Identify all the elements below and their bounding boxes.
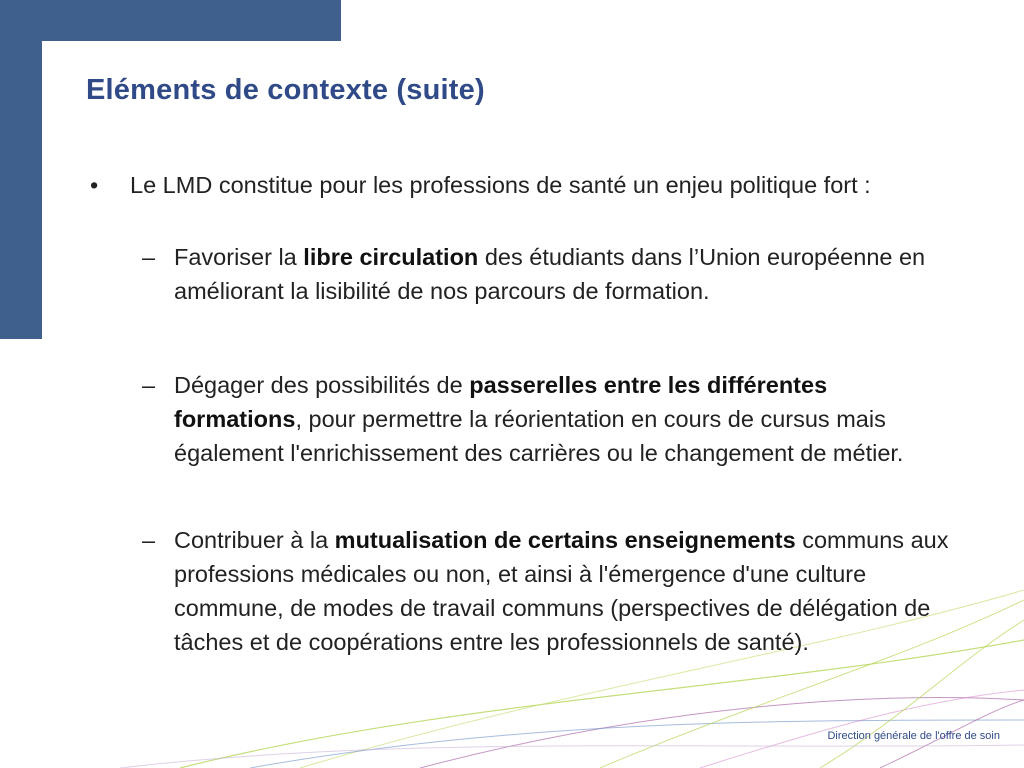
sub-item-text: Favoriser la — [174, 244, 304, 270]
bullet-text: Le LMD constitue pour les professions de santé un enjeu politique fort : — [130, 172, 871, 198]
dash-marker: – — [142, 372, 156, 398]
wave-line — [700, 690, 1024, 768]
bullet-marker: • — [90, 172, 99, 198]
sub-item-bridges — [174, 368, 954, 470]
sub-item-pooling — [174, 523, 954, 659]
sub-item-free-movement — [174, 240, 954, 308]
dash-marker: – — [142, 244, 156, 270]
sub-item-text: communs aux professions médicales ou non, et ainsi à l'émergence d'une culture commune, de modes de travail communs (perspectives de délégation de tâches et de coopérations entre les professionnels de santé). — [174, 527, 949, 655]
wave-line — [180, 640, 1024, 768]
sub-item-text: , pour permettre la réorientation en cours de cursus mais également l'enrichissement des carrières ou le changement de métier. — [174, 406, 904, 466]
dash-marker: – — [142, 527, 156, 553]
wave-line — [250, 720, 1024, 768]
sub-item-bold-text: passerelles entre les différentes formations — [174, 372, 828, 432]
footer-text: Direction générale de l'offre de soin — [827, 730, 1000, 742]
sub-item-bold-text: libre circulation — [303, 244, 479, 270]
slide-title: Eléments de contexte (suite) — [86, 74, 485, 106]
sub-item-text: Dégager des possibilités de — [174, 372, 470, 398]
sub-item-text: des étudiants dans l’Union européenne en améliorant la lisibilité de nos parcours de formation. — [174, 244, 926, 304]
sub-item-bold-text: mutualisation de certains enseignements — [334, 527, 796, 553]
sub-item-text: Contribuer à la — [174, 527, 335, 553]
